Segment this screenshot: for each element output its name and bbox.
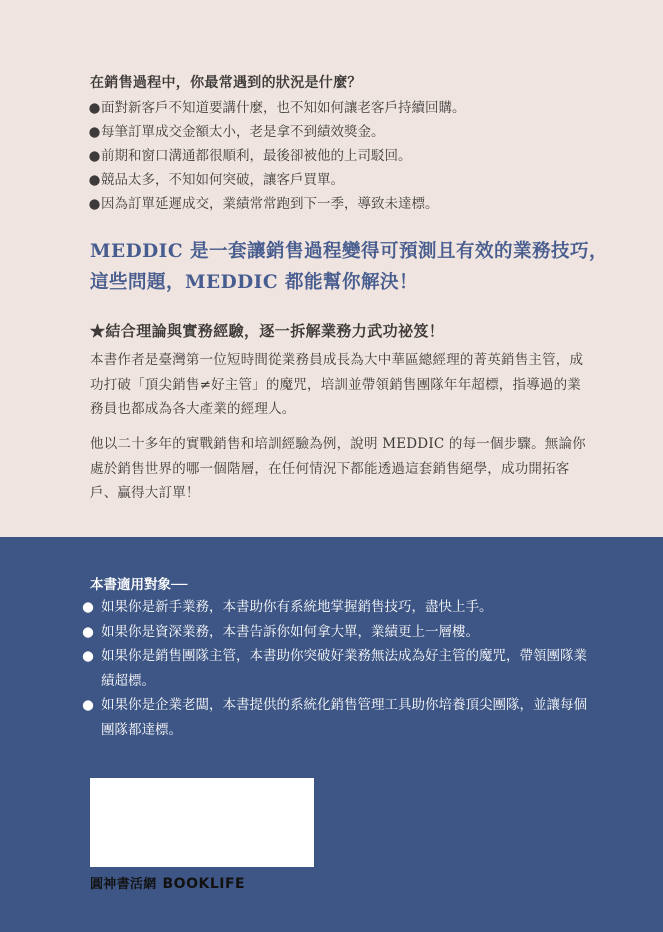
audience-text: 如果你是銷售團隊主管，本書助你突破好業務無法成為好主管的魔咒，帶領團隊業績超標。: [101, 648, 587, 689]
pain-point-text: 每筆訂單成交金額太小，老是拿不到績效獎金。: [101, 124, 385, 140]
audience-text: 如果你是資深業務，本書告訴你如何拿大單，業績更上一層樓。: [101, 623, 479, 640]
pain-point-text: 面對新客戶不知道要講什麼，也不知如何讓老客戶持續回購。: [101, 100, 466, 116]
list-item: [88, 144, 588, 168]
audience-list: [82, 595, 588, 742]
bullet-dot-icon: ●: [82, 697, 94, 713]
barcode-placeholder-box: [90, 778, 314, 867]
audience-text: 如果你是企業老闆，本書提供的系統化銷售管理工具助你培養頂尖團隊，並讓每個團隊都達標。: [101, 697, 587, 738]
headline-line-1: MEDDIC 是一套讓銷售過程變得可預測且有效的業務技巧，: [90, 241, 608, 262]
list-item: [82, 620, 588, 645]
author-paragraph: 本書作者是臺灣第一位短時間從業務員成長為大中華區總經理的菁英銷售主管，成功打破「頂尖銷售≠好主管」的魔咒，培訓並帶領銷售團隊年年超標，指導過的業務員也都成為各大產業的經理人。: [90, 352, 584, 417]
list-item: [88, 168, 588, 192]
bullet-dot-icon: ●: [82, 648, 94, 664]
bullet-dot-icon: ●: [88, 124, 101, 140]
bullet-dot-icon: ●: [88, 172, 101, 188]
list-item: [88, 96, 588, 120]
pain-point-text: 競品太多，不知如何突破，讓客戶買單。: [101, 172, 344, 188]
publisher-name-zh: 圓神書活網: [90, 877, 157, 892]
audience-text: 如果你是新手業務，本書助你有系統地掌握銷售技巧，盡快上手。: [101, 599, 493, 615]
section-subtitle: ★結合理論與實務經驗，逐一拆解業務力武功祕笈！: [90, 322, 445, 340]
bullet-dot-icon: ●: [88, 100, 101, 116]
headline-line-2: 這些問題，MEDDIC 都能幫你解決！: [90, 272, 418, 293]
intro-question: 在銷售過程中，你最常遇到的狀況是什麼？: [90, 75, 362, 91]
pain-point-text: 因為訂單延遲成交，業績常常跑到下一季，導致未達標。: [101, 196, 439, 212]
experience-paragraph: 他以二十多年的實戰銷售和培訓經驗為例，說明 MEDDIC 的每一個步驟。無論你處於銷售世界的哪一個階層，在任何情況下都能透過這套銷售絕學，成功開拓客戶、贏得大訂單！: [90, 436, 586, 501]
list-item: [82, 595, 588, 620]
bullet-dot-icon: ●: [82, 599, 94, 615]
publisher-name-en: BOOKLIFE: [162, 876, 246, 892]
publisher-logo: [90, 873, 245, 892]
pain-point-text: 前期和窗口溝通都很順利，最後卻被他的上司駁回。: [101, 148, 412, 164]
list-item: [88, 192, 588, 216]
audience-title: 本書適用對象──: [90, 577, 188, 593]
list-item: [88, 120, 588, 144]
bullet-dot-icon: ●: [82, 623, 94, 640]
bullet-dot-icon: ●: [88, 148, 101, 164]
list-item: [82, 644, 588, 693]
pain-point-list: [88, 96, 588, 216]
headline: [90, 236, 610, 298]
list-item: [82, 693, 588, 742]
bullet-dot-icon: ●: [88, 196, 101, 212]
